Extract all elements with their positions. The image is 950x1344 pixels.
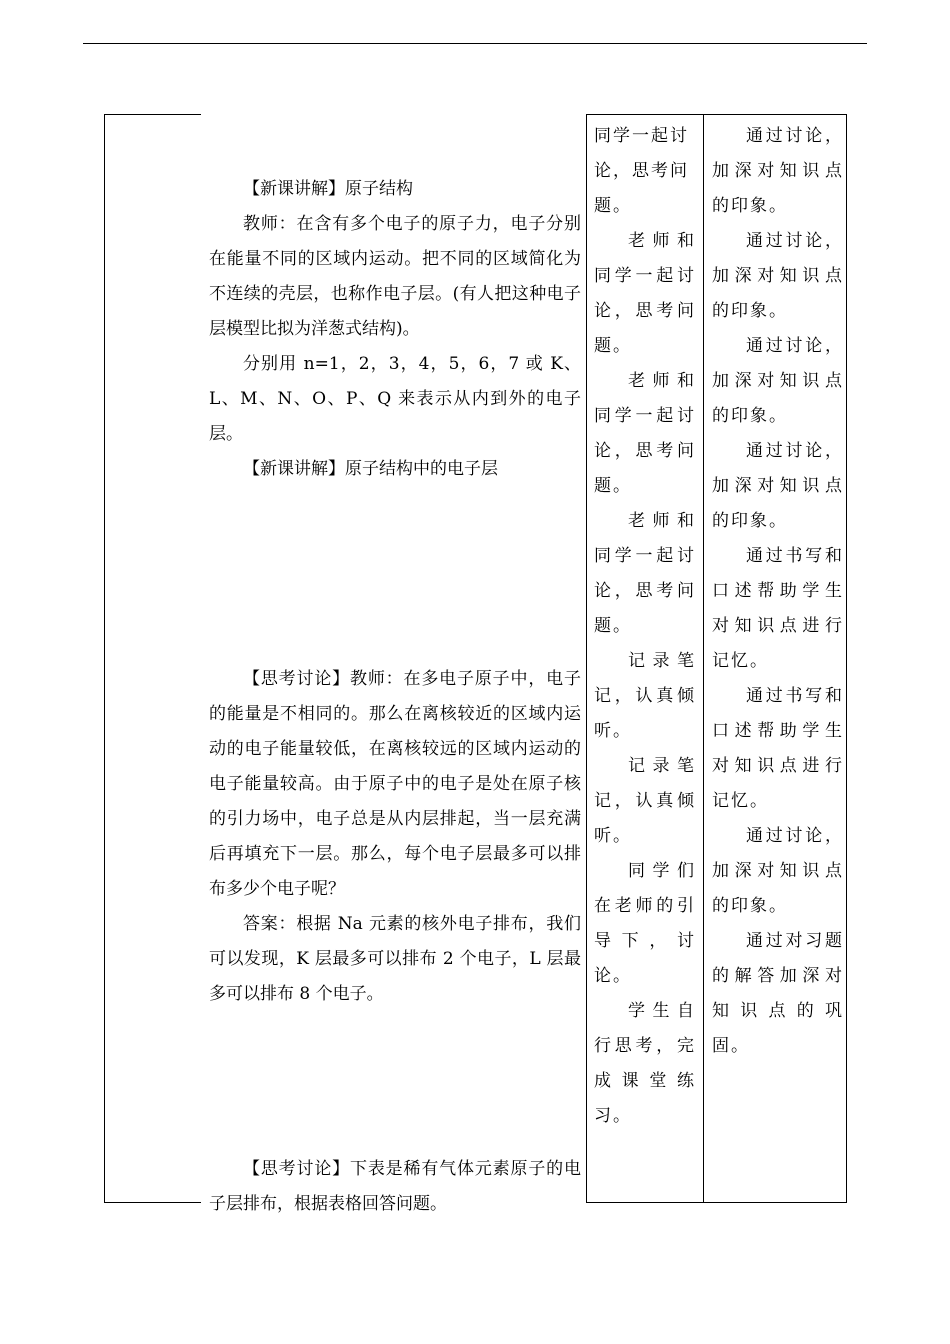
design-intent-item: 通过讨论，加深对知识点的印象。 xyxy=(712,231,844,321)
table-top-border-left xyxy=(104,114,201,115)
column-divider-1 xyxy=(586,114,587,1203)
design-intent-item: 通过讨论，加深对知识点的印象。 xyxy=(712,126,844,216)
student-activity-item: 老师和同学一起讨论，思考问题。 xyxy=(594,511,696,636)
section-heading-atom-structure: 【新课讲解】原子结构 xyxy=(243,179,413,199)
table-right-border xyxy=(846,114,847,1203)
answer-paragraph: 答案：根据 Na 元素的核外电子排布，我们可以发现，K 层最多可以排布 2 个电子，L 层最多可以排布 8 个电子。 xyxy=(209,914,581,1004)
teaching-content-column xyxy=(209,172,581,1222)
student-activity-continuation: 同学一起讨论，思考问题。 xyxy=(594,126,689,216)
table-bottom-border-left xyxy=(104,1202,201,1203)
design-intent-item: 通过书写和口述帮助学生对知识点进行记忆。 xyxy=(712,546,844,671)
table-top-border-right xyxy=(586,114,847,115)
discussion-question: 【思考讨论】教师：在多电子原子中，电子的能量是不相同的。那么在离核较近的区域内运动的电子能量较低，在离核较远的区域内运动的电子能量较高。由于原子中的电子是处在原子核的引力场中，电子总是从内层排起，当一层充满后再填充下一层。那么，每个电子层最多可以排布多少个电子呢？ xyxy=(209,669,581,899)
design-intent-item: 通过讨论，加深对知识点的印象。 xyxy=(712,826,844,916)
column-divider-2 xyxy=(703,114,704,1203)
shell-notation-paragraph: 分别用 n=1，2，3，4，5，6，7 或 K、L、M、N、O、P、Q 来表示从内到外的电子层。 xyxy=(209,354,581,444)
student-activity-item: 老师和同学一起讨论，思考问题。 xyxy=(594,371,696,496)
student-activity-item: 记录笔记，认真倾听。 xyxy=(594,651,696,741)
student-activity-item: 老师和同学一起讨论，思考问题。 xyxy=(594,231,696,356)
student-activity-item: 记录笔记，认真倾听。 xyxy=(594,756,696,846)
header-rule xyxy=(83,43,867,44)
discussion-table-intro: 【思考讨论】下表是稀有气体元素原子的电子层排布，根据表格回答问题。 xyxy=(209,1159,581,1214)
design-intent-column xyxy=(712,119,844,1064)
table-left-border xyxy=(104,114,105,1203)
student-activity-item: 学生自行思考，完成课堂练习。 xyxy=(594,1001,696,1126)
student-activity-column xyxy=(594,119,696,1134)
teacher-explanation: 教师：在含有多个电子的原子力，电子分别在能量不同的区域内运动。把不同的区域简化为不连续的壳层，也称作电子层。(有人把这种电子层模型比拟为洋葱式结构)。 xyxy=(209,214,581,339)
design-intent-item: 通过讨论，加深对知识点的印象。 xyxy=(712,441,844,531)
table-bottom-border-right xyxy=(586,1202,847,1203)
student-activity-item: 同学们在老师的引导下，讨论。 xyxy=(594,861,696,986)
design-intent-item: 通过书写和口述帮助学生对知识点进行记忆。 xyxy=(712,686,844,811)
design-intent-item: 通过对习题的解答加深对知识点的巩固。 xyxy=(712,931,844,1056)
section-heading-electron-shells: 【新课讲解】原子结构中的电子层 xyxy=(243,459,498,479)
design-intent-item: 通过讨论，加深对知识点的印象。 xyxy=(712,336,844,426)
